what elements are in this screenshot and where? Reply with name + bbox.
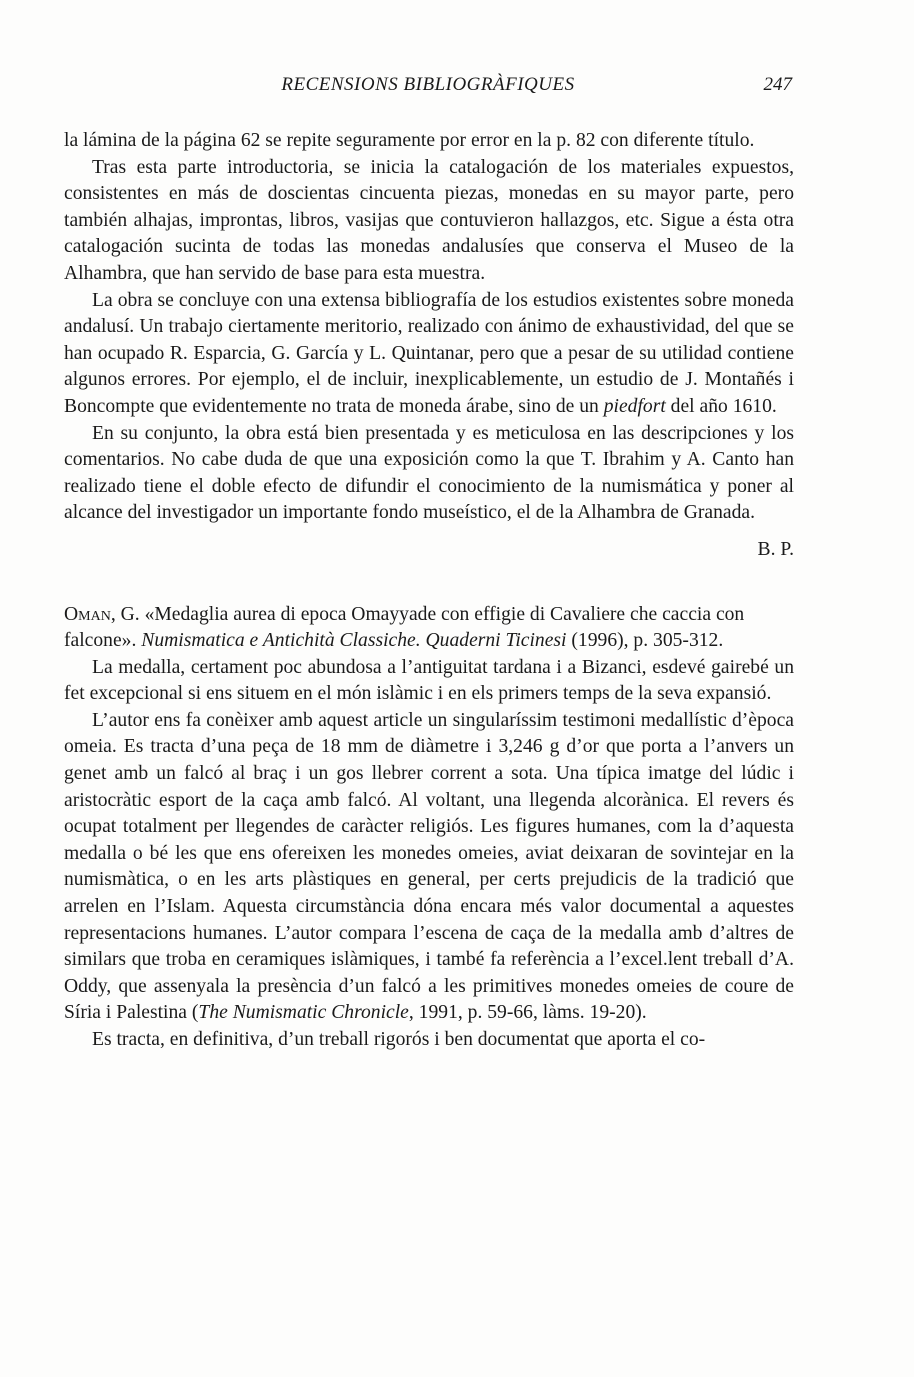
review2-paragraph-2 (64, 708, 794, 1027)
review1-paragraph-2: Tras esta parte introductoria, se inicia la catalogación de los materiales expuestos, consistentes en más de doscientas cincuenta piezas, monedas en su mayor parte, pero también alhajas, improntas, libros, vasijas que contuvieron hallazgos, etc. Sigue a ésta otra catalogación sucinta de todas las monedas andalusíes que conserva el Museo de la Alhambra, que han servido de base para esta muestra. (64, 156, 794, 284)
citation-title: , G. «Medaglia aurea di epoca Omayyade con effigie di Cavaliere che caccia con falcone». (64, 603, 745, 652)
running-title: RECENSIONS BIBLIOGRÀFIQUES (281, 74, 575, 95)
review2-paragraph-2-text: L’autor ens fa conèixer amb aquest article un singularíssim testimoni medallístic d’època omeia. Es tracta d’una peça de 18 mm de diàmetre i 3,246 g d’or que porta a l’anvers un genet amb un falcó al braç i un gos llebrer corrent a sota. Una típica imatge del lúdic i aristocràtic esport de la caça amb falcó. Al voltant, una llegenda alcorànica. El revers és ocupat totalment per llegendes de caràcter religiós. Les figures humanes, com la d’aquesta medalla o bé les que ens ofereixen les monedes omeies, aviat deixaran de sovintejar en la numismàtica, o en les arts plàstiques en general, per certs prejudicis de la tradició que arrelen en l’Islam. Aquesta circumstància dóna encara més valor documental a aquestes representacions humanes. L’autor compara l’escena de caça de la medalla amb d’altres de similars que troba en ceramiques islàmiques, i també fa referència a l’excel.lent treball d’A. Oddy, que assenyala la presència d’un falcó a les primitives monedes omeies de coure de Síria i Palestina ( (64, 709, 794, 1024)
review2-citation (64, 602, 794, 655)
review1-paragraph-3-end: del año 1610. (665, 395, 777, 417)
review1-paragraph-4: En su conjunto, la obra está bien presentada y es meticulosa en las descripciones y los comentarios. No cabe duda de que una exposición como la que T. Ibrahim y A. Canto han realizado tiene el doble efecto de difundir el conocimiento de la numismática y poner al alcance del investigador un importante fondo museístico, el de la Alhambra de Granada. (64, 422, 794, 524)
piedfort-term: piedfort (603, 395, 666, 417)
review1-paragraph-3 (64, 288, 794, 421)
citation-journal: Numismatica e Antichità Classiche. Quaderni Ticinesi (141, 630, 567, 652)
review2-paragraph-2-end: , 1991, p. 59-66, làms. 19-20). (408, 1002, 647, 1024)
review1-paragraph-3-text: La obra se concluye con una extensa bibliografía de los estudios existentes sobre moneda andalusí. Un trabajo ciertamente meritorio, realizado con ánimo de exhaustividad, del que se han ocupado R. Esparcia, G. García y L. Quintanar, pero que a pesar de su utilidad contiene algunos errores. Por ejemplo, el de incluir, inexplicablemente, un estudio de J. Montañés i Boncompte que evidentemente no trata de moneda árabe, sino de un (64, 289, 794, 417)
review2-paragraph-3: Es tracta, en definitiva, d’un treball rigorós i ben documentat que aporta el co- (92, 1029, 706, 1050)
page-number: 247 (763, 74, 792, 95)
citation-author: Oman (64, 603, 111, 625)
review2-paragraph-1: La medalla, certament poc abundosa a l’antiguitat tardana i a Bizanci, esdevé gairebé un fet excepcional si ens situem en el món islàmic i en els primers temps de la seva expansió. (64, 656, 794, 705)
citation-year-pages: (1996), p. 305-312. (566, 630, 724, 652)
running-head (64, 70, 792, 104)
numismatic-chronicle-title: The Numismatic Chronicle (198, 1002, 409, 1024)
review1-paragraph-1: la lámina de la página 62 se repite seguramente por error en la p. 82 con diferente título. (64, 130, 755, 151)
review1-signature: B. P. (757, 538, 794, 560)
body-text (64, 128, 794, 1054)
